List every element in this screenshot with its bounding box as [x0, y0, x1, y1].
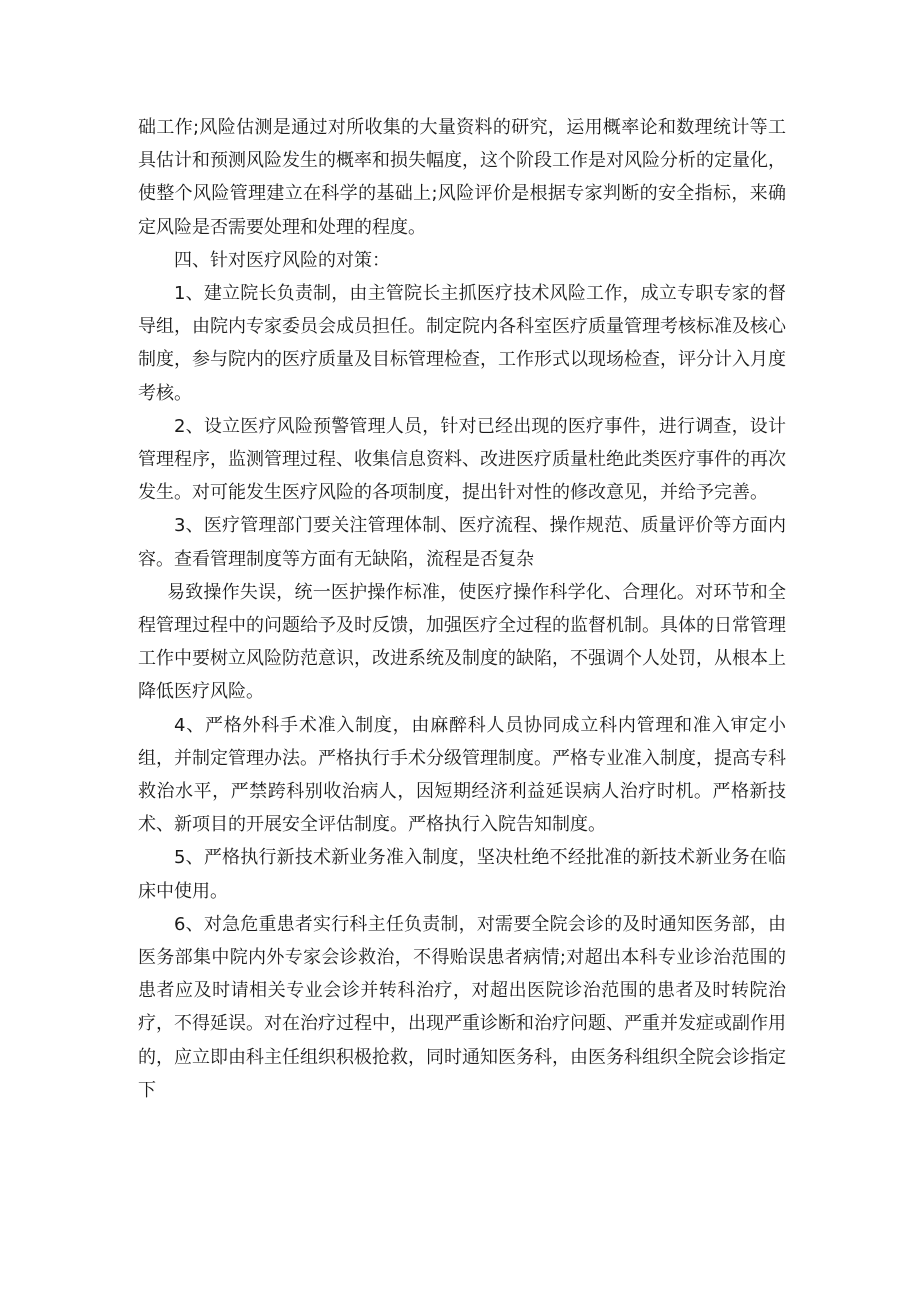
document-body [138, 111, 786, 1107]
paragraph-item-3-continued: 易致操作失误，统一医护操作标准，使医疗操作科学化、合理化。对环节和全程管理过程中的问题给予及时反馈，加强医疗全过程的监督机制。具体的日常管理工作中要树立风险防范意识，改进系统及制度的缺陷，不强调个人处罚，从根本上降低医疗风险。 [138, 581, 786, 703]
paragraph-continuation: 础工作;风险估测是通过对所收集的大量资料的研究，运用概率论和数理统计等工具估计和预测风险发生的概率和损失幅度，这个阶段工作是对风险分析的定量化，使整个风险管理建立在科学的基础上;风险评价是根据专家判断的安全指标，来确定风险是否需要处理和处理的程度。 [138, 117, 786, 238]
paragraph-item-4: 4、严格外科手术准入制度，由麻醉科人员协同成立科内管理和准入审定小组，并制定管理办法。严格执行手术分级管理制度。严格专业准入制度，提高专科救治水平，严禁跨科别收治病人，因短期经济利益延误病人治疗时机。严格新技术、新项目的开展安全评估制度。严格执行入院告知制度。 [138, 714, 786, 836]
paragraph-item-6: 6、对急危重患者实行科主任负责制，对需要全院会诊的及时通知医务部，由医务部集中院内外专家会诊救治，不得贻误患者病情;对超出本科专业诊治范围的患者应及时请相关专业会诊并转科治疗，对超出医院诊治范围的患者及时转院治疗，不得延误。对在治疗过程中，出现严重诊断和治疗问题、严重并发症或副作用的，应立即由科主任组织积极抢救，同时通知医务科，由医务科组织全院会诊指定下 [138, 913, 786, 1101]
paragraph-item-5: 5、严格执行新技术新业务准入制度，坚决杜绝不经批准的新技术新业务在临床中使用。 [138, 847, 786, 902]
paragraph-item-2: 2、设立医疗风险预警管理人员，针对已经出现的医疗事件，进行调查，设计管理程序，监测管理过程、收集信息资料、改进医疗质量杜绝此类医疗事件的再次发生。对可能发生医疗风险的各项制度，提出针对性的修改意见，并给予完善。 [138, 415, 786, 504]
paragraph-item-1: 1、建立院长负责制，由主管院长主抓医疗技术风险工作，成立专职专家的督导组，由院内专家委员会成员担任。制定院内各科室医疗质量管理考核标准及核心制度，参与院内的医疗质量及目标管理检查，工作形式以现场检查，评分计入月度考核。 [138, 283, 786, 404]
section-heading: 四、针对医疗风险的对策： [174, 249, 390, 271]
paragraph-item-3: 3、医疗管理部门要关注管理体制、医疗流程、操作规范、质量评价等方面内容。查看管理制度等方面有无缺陷，流程是否复杂 [138, 515, 786, 570]
